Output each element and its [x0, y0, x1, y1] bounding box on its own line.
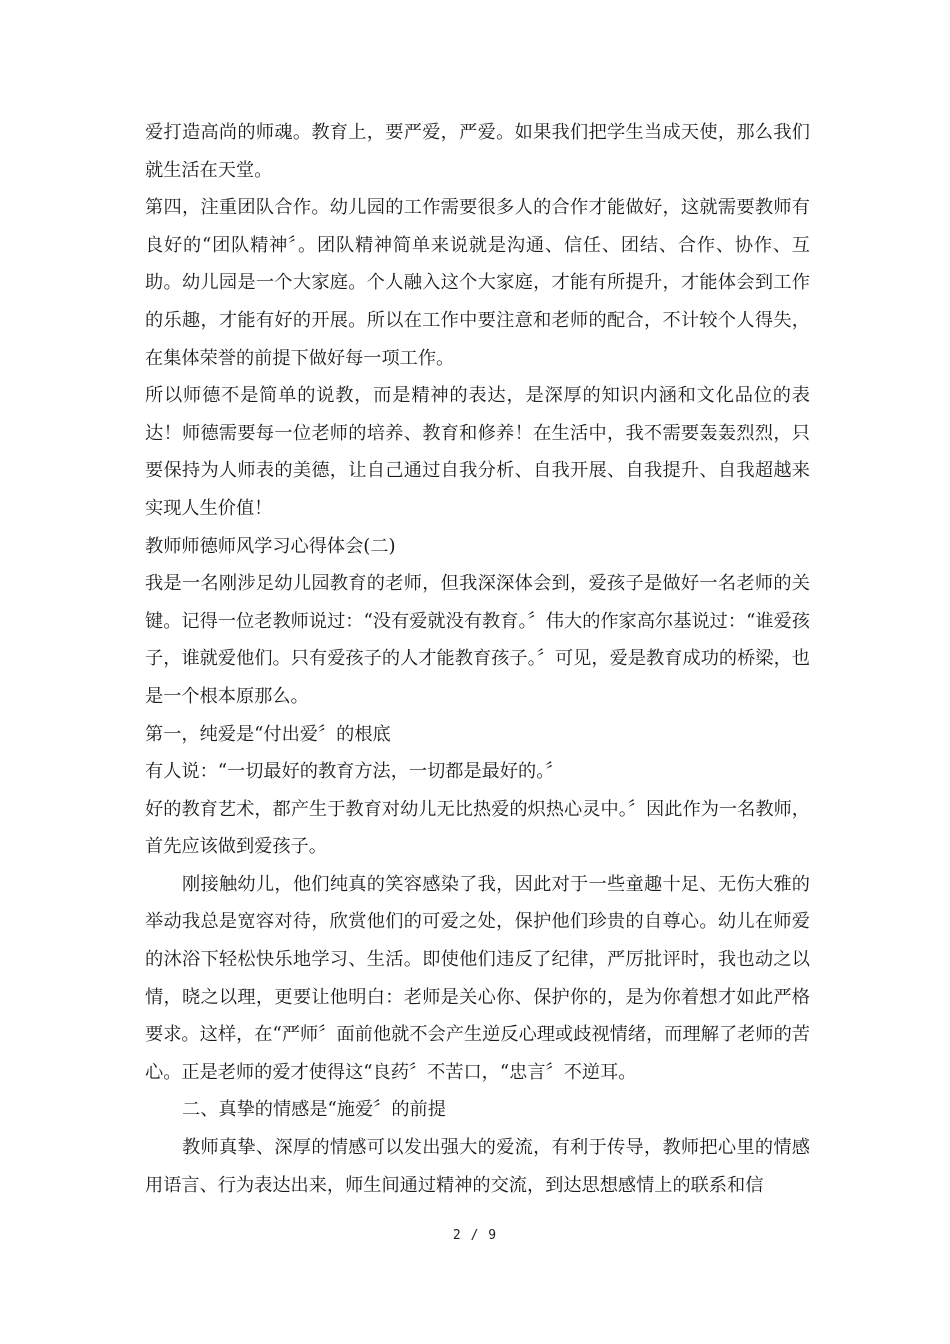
paragraph: 所以师德不是简单的说教，而是精神的表达，是深厚的知识内涵和文化品位的表达！师德需要每一位老师的培养、教育和修养！在生活中，我不需要轰轰烈烈，只要保持为人师表的美德，让自己通过自我分析、自我开展、自我提升、自我超越来实现人生价值！	[145, 385, 810, 519]
page-number: 2 / 9	[452, 1228, 498, 1243]
subheading: 二、真挚的情感是“施爱〞的前提	[182, 1099, 446, 1121]
paragraph: 爱打造高尚的师魂。教育上，要严爱，严爱。如果我们把学生当成天使，那么我们就生活在天堂。	[145, 122, 810, 181]
paragraph: 第四，注重团队合作。幼儿园的工作需要很多人的合作才能做好，这就需要教师有良好的“团队精神〞。团队精神简单来说就是沟通、信任、团结、合作、协作、互助。幼儿园是一个大家庭。个人融入这个大家庭，才能有所提升，才能体会到工作的乐趣，才能有好的开展。所以在工作中要注意和老师的配合，不计较个人得失，在集体荣誉的前提下做好每一项工作。	[145, 197, 810, 369]
document-body	[145, 114, 810, 1204]
section-heading: 教师师德师风学习心得体会(二)	[145, 535, 396, 557]
subheading: 第一，纯爱是“付出爱〞的根底	[145, 723, 391, 745]
paragraph: 有人说：“一切最好的教育方法，一切都是最好的。〞	[145, 761, 564, 783]
paragraph: 刚接触幼儿，他们纯真的笑容感染了我，因此对于一些童趣十足、无伤大雅的举动我总是宽容对待，欣赏他们的可爱之处，保护他们珍贵的自尊心。幼儿在师爱的沐浴下轻松快乐地学习、生活。即使他们违反了纪律，严厉批评时，我也动之以情，晓之以理，更要让他明白：老师是关心你、保护你的，是为你着想才如此严格要求。这样，在“严师〞面前他就不会产生逆反心理或歧视情绪，而理解了老师的苦心。正是老师的爱才使得这“良药〞不苦口，“忠言〞不逆耳。	[145, 873, 810, 1083]
paragraph: 好的教育艺术，都产生于教育对幼儿无比热爱的炽热心灵中。〞因此作为一名教师，首先应该做到爱孩子。	[145, 798, 810, 858]
paragraph: 教师真挚、深厚的情感可以发出强大的爱流，有利于传导，教师把心里的情感用语言、行为表达出来，师生间通过精神的交流，到达思想感情上的联系和信	[145, 1137, 810, 1196]
paragraph: 我是一名刚涉足幼儿园教育的老师，但我深深体会到，爱孩子是做好一名老师的关键。记得一位老教师说过：“没有爱就没有教育。〞伟大的作家高尔基说过：“谁爱孩子，谁就爱他们。只有爱孩子的人才能教育孩子。〞可见，爱是教育成功的桥梁，也是一个根本原那么。	[145, 573, 810, 707]
